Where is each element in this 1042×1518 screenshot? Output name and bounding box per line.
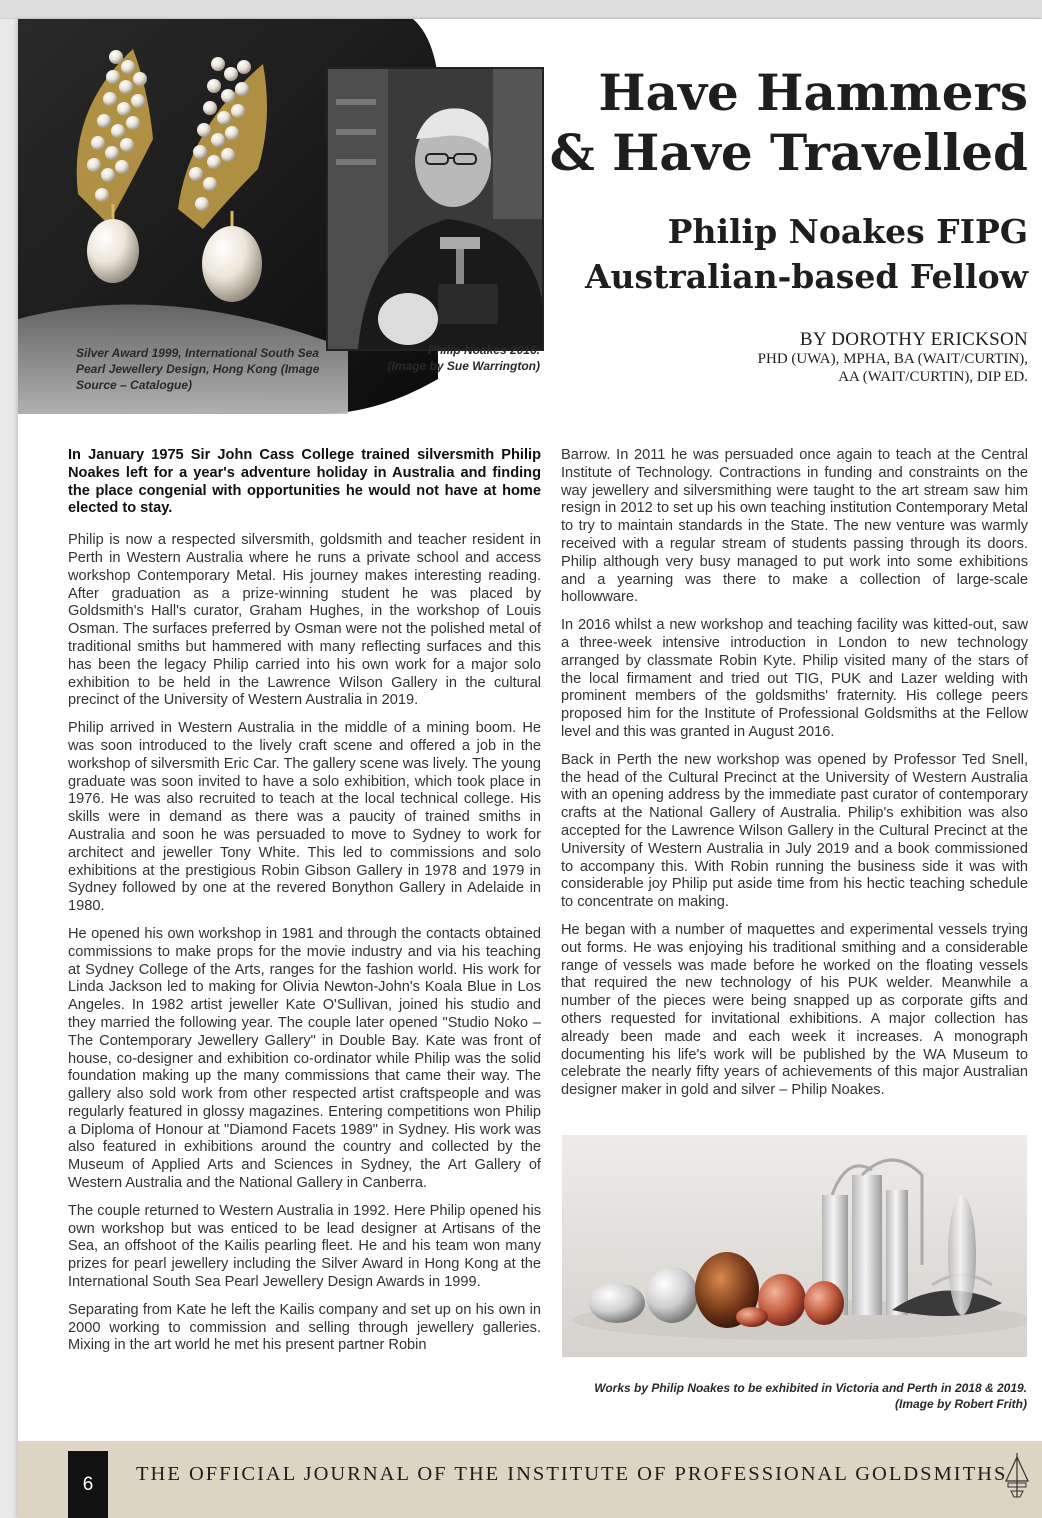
body-paragraph: Barrow. In 2011 he was persuaded once again to teach at the Central Institute of Technology. Contractions in funding and constraints on the way jewellery and silversmithing were taught to the art stream saw him resign in 2012 to set up his own teaching institution Contemporary Metal to try to maintain standards in the State. The new venture was warmly received with a regular stream of students passing through its doors. Philip although very busy managed to put work into some exhibitions and a yearning was there to make a collection of large-scale hollowware. [561,447,1028,606]
credentials-line1: PHD (UWA), MPHA, BA (WAIT/CURTIN), [757,351,1028,367]
journal-name: THE OFFICIAL JOURNAL OF THE INSTITUTE OF PROFESSIONAL GOLDSMITHS [136,1463,1008,1485]
body-paragraph: The couple returned to Western Australia in 1992. Here Philip opened his own workshop but was enticed to be lead designer at Artisans of the Sea, an offshoot of the Kailis pearling fleet. He and his team won many prizes for pearl jewellery including the Silver Award in Hong Kong at the International South Sea Pearl Jewellery Design Awards in 1999. [68,1202,541,1291]
subtitle-line1: Philip Noakes FIPG [667,212,1028,251]
portrait-caption [358,342,540,374]
title-line1: Have Hammers [598,63,1028,122]
portrait-caption-line2: (Image by Sue Warrington) [387,359,540,373]
page-number: 6 [68,1451,108,1518]
works-caption [562,1380,1027,1412]
lead-paragraph: In January 1975 Sir John Cass College trained silversmith Philip Noakes left for a year's adventure holiday in Australia and finding the place congenial with opportunities he would not have at home elected to stay. [68,447,541,517]
body-paragraph: He began with a number of maquettes and experimental vessels trying out forms. He was enjoying his traditional smithing and a considerable range of vessels was made before he worked on the floating vessels that required the new technology of his PUK welder. Meanwhile a number of the pieces were being snapped up as corporate gifts and others requested for invitational exhibitions. A major collection has already been made and each week it increases. A monograph documenting his life's work will be published by the WA Museum to celebrate the nearly fifty years of achievements of this major Australian designer maker in gold and silver – Philip Noakes. [561,921,1028,1099]
works-caption-line2: (Image by Robert Frith) [894,1397,1027,1411]
right-text-column [561,447,1028,1110]
viewer-top-bar [0,0,1042,19]
article-subtitle [508,209,1028,299]
body-paragraph: Philip is now a respected silversmith, goldsmith and teacher resident in Perth in Western Australia where he runs a private school and access workshop Contemporary Metal. His journey makes interesting reading. After graduation as a prize-winning student he was placed by Goldsmith's Hall's curator, Graham Hughes, in the workshop of Louis Osman. The surfaces preferred by Osman were not the polished metal of traditional smiths but hammered with many reflecting surfaces and this has been the legacy Philip carried into his own work for a major solo exhibition to be held in the Lawrence Wilson Gallery in the cultural precinct of the University of Western Australia in 2019. [68,532,541,709]
body-paragraph: He opened his own workshop in 1981 and through the contacts obtained commissions to make props for the movie industry and via his teaching at Sydney College of the Arts, ranges for the fashion world. His work for Linda Jackson led to making for Olivia Newton-John's Koala Blue in Los Angeles. In 1982 artist jeweller Kate O'Sullivan, joined his studio and they married the following year. The couple later opened "Studio Noko – The Contemporary Jewellery Gallery" in Double Bay. Kate was front of house, co-designer and exhibition co-ordinator while Philip was the solid foundation making up the many commissions that came their way. The gallery also sold work from other respected artist craftspeople and was regularly featured in glossy magazines. Entering competitions won Philip a Diploma of Honour at "Diamond Facets 1989" in Sydney. His work was also featured in exhibitions around the country and collected by the Museum of Applied Arts and Sciences in Sydney, the Art Gallery of Western Australia and the National Gallery in Canberra. [68,925,541,1192]
subtitle-line2: Australian-based Fellow [584,257,1028,296]
body-paragraph: Back in Perth the new workshop was opened by Professor Ted Snell, the head of the Cultural Precinct at the University of Western Australia with an opening address by the immediate past curator of contemporary crafts at the National Gallery of Australia. Philip's exhibition was also accepted for the Lawrence Wilson Gallery in the Cultural Precinct at the University of Western Australia in July 2019 and a book commissioned to accompany this. With Robin running the business side it was with considerable joy Philip put aside time from his hectic teaching schedule to concentrate on making. [561,751,1028,911]
body-paragraph: Separating from Kate he left the Kailis company and set up on his own in 2000 working to commission and selling through jewellery galleries. Mixing in the art world he met his present partner Robin [68,1301,541,1354]
left-text-column [68,447,541,1365]
article-title [508,63,1028,183]
body-paragraph: In 2016 whilst a new workshop and teaching facility was kitted-out, saw a three-week intensive introduction in London to new technology arranged by classmate Robin Kyte. Philip visited many of the stars of the local firmament and tried out TIG, PUK and Lazer welding with prominent members of the goldsmiths' fraternity. His college peers proposed him for the Institute of Professional Goldsmiths at the Fellow level and this was granted in August 2016. [561,617,1028,740]
magazine-page [18,19,1042,1518]
earrings-caption: Silver Award 1999, International South Sea Pearl Jewellery Design, Hong Kong (Image Source – Catalogue) [76,346,320,392]
body-paragraph: Philip arrived in Western Australia in the middle of a mining boom. He was soon introduced to the lively craft scene and offered a job in the workshop of silversmith Eric Car. The gallery scene was lively. The young graduate was soon invited to have a solo exhibition, which took place in 1976. He was also recruited to teach at the local technical college. His skills were in demand as there was a paucity of trained smiths in Australia and soon he was persuaded to move to Sydney to work for architect and jeweller Tony White. This led to commissions and solo exhibitions at the prestigious Robin Gibson Gallery in 1978 and 1979 in Sydney followed by one at the revered Bonython Gallery in Adelaide in 1980. [68,720,541,915]
page-footer [18,1441,1042,1518]
author-credentials [608,350,1028,386]
portrait-caption-line1: Philip Noakes 2016. [427,343,540,357]
anvil-logo-icon [1002,1451,1032,1501]
author-byline: BY DOROTHY ERICKSON [799,329,1028,350]
title-line2: & Have Travelled [549,123,1028,182]
credentials-line2: AA (WAIT/CURTIN), DIP ED. [838,369,1028,385]
works-photo [562,1135,1027,1357]
works-caption-line1: Works by Philip Noakes to be exhibited in Victoria and Perth in 2018 & 2019. [594,1381,1027,1395]
